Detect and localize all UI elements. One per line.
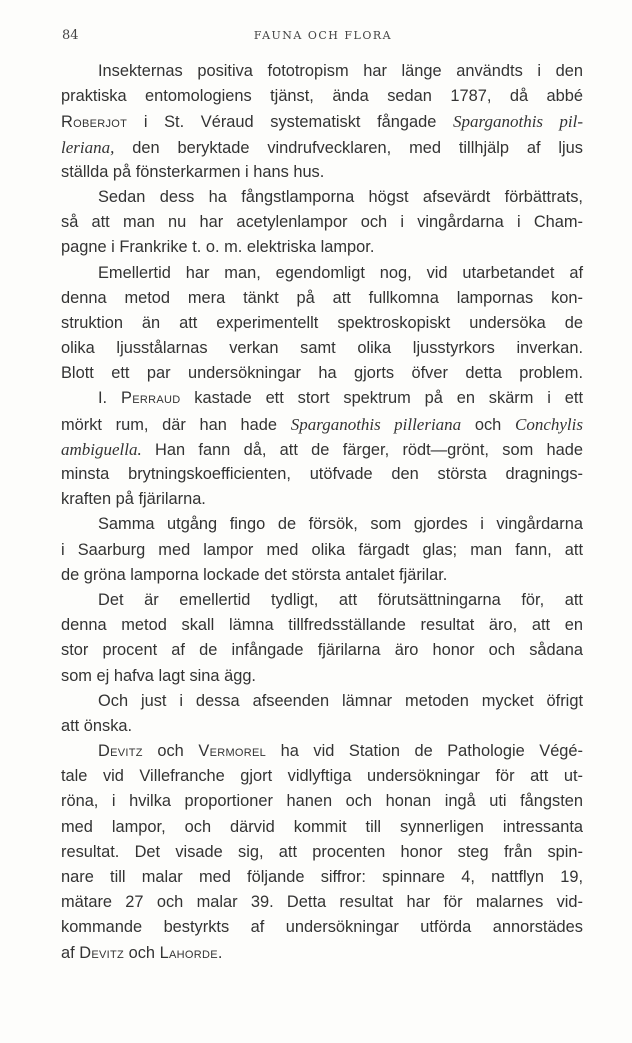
text-segment: kastade ett stort spektrum på en skärm i ett: [180, 389, 583, 408]
text-segment: Och just i dessa afseenden lämnar metoden mycket öfrigt: [98, 691, 583, 710]
text-line: [61, 664, 583, 689]
text-segment: de gröna lamporna lockade det största antalet fjärilar.: [61, 565, 448, 584]
text-line: [61, 109, 583, 134]
text-segment: olika ljusstålarnas verkan samt olika ljusstyrkors inverkan.: [61, 339, 583, 358]
text-line: [61, 588, 583, 613]
text-line: [61, 185, 583, 210]
text-line: [61, 235, 583, 260]
text-line: [61, 487, 583, 512]
text-segment: röna, i hvilka proportioner hanen och honan ingå uti fångsten: [61, 792, 583, 811]
text-segment: Han fann då, att de färger, rödt—grönt, som hade: [141, 440, 583, 459]
text-segment: struktion än att experimentellt spektroskopiskt undersöka de: [61, 313, 583, 332]
text-segment: kraften på fjärilarna.: [61, 490, 206, 509]
text-segment: som ej hafva lagt sina ägg.: [61, 666, 256, 685]
text-line: [61, 412, 583, 437]
author-name: Roberjot: [61, 113, 128, 132]
text-line: [61, 941, 583, 966]
text-line: [61, 210, 583, 235]
page-number: 84: [62, 28, 79, 43]
text-line: [61, 286, 583, 311]
running-header: [62, 28, 584, 44]
text-segment: med lampor, och därvid kommit till synnerligen intressanta: [61, 817, 583, 836]
running-title: FAUNA OCH FLORA: [253, 29, 393, 42]
text-segment: denna metod mera tänkt på att fullkomna lampornas kon-: [61, 288, 583, 307]
text-segment: Insekternas positiva fototropism har länge användts i den: [98, 62, 583, 80]
text-line: [61, 462, 583, 487]
text-segment: minsta brytningskoefficienten, utöfvade den största dragnings-: [61, 465, 583, 483]
species-name: leriana,: [61, 137, 115, 157]
author-name: Devitz: [79, 943, 125, 962]
author-name: Vermorel: [198, 742, 267, 761]
author-name: Devitz: [98, 742, 143, 761]
text-line: [61, 538, 583, 563]
text-segment: i St. Véraud systematiskt fångade: [127, 113, 453, 132]
text-line: [61, 789, 583, 814]
text-segment: Emellertid har man, egendomligt nog, vid utarbetandet af: [98, 263, 583, 282]
text-line: [61, 739, 583, 764]
text-segment: tale vid Villefranche gjort vidlyftiga undersökningar för att ut-: [61, 767, 583, 786]
text-line: [61, 59, 583, 84]
text-segment: stor procent af de infångade fjärilarna äro honor och sådana: [61, 641, 583, 660]
text-segment: Sedan dess ha fångstlamporna högst afsevärdt förbättrats,: [98, 187, 583, 206]
text-segment: af: [61, 943, 80, 962]
species-name: Conchylis: [515, 414, 583, 434]
text-line: [61, 512, 583, 537]
text-segment: i Saarburg med lampor med olika färgadt glas; man fann, att: [61, 540, 583, 559]
text-line: [61, 311, 583, 336]
text-line: [61, 689, 583, 714]
text-line: [61, 84, 583, 109]
text-segment: denna metod skall lämna tillfredsställande resultat äro, att en: [61, 616, 583, 635]
text-segment: resultat. Det visade sig, att procenten honor steg från spin-: [61, 842, 583, 861]
text-line: [61, 613, 583, 638]
text-segment: ställda på fönsterkarmen i hans hus.: [61, 162, 325, 181]
text-line: [61, 336, 583, 361]
text-line: [61, 386, 583, 411]
author-name: Lahorde.: [159, 943, 223, 962]
text-segment: praktiska entomologiens tjänst, ända sedan 1787, då abbé: [61, 87, 583, 106]
text-segment: och: [142, 742, 199, 761]
text-segment: Samma utgång fingo de försök, som gjordes i vingårdarna: [98, 515, 583, 534]
text-line: [61, 563, 583, 588]
text-segment: Det är emellertid tydligt, att förutsättningarna för, att: [98, 590, 583, 609]
text-segment: kommande bestyrkts af undersökningar utförda annorstädes: [61, 918, 583, 937]
text-segment: den beryktade vindrufvecklaren, med tillhjälp af ljus: [114, 138, 583, 157]
text-segment: och: [124, 943, 160, 962]
text-line: [61, 638, 583, 663]
text-line: [61, 361, 583, 386]
text-segment: mörkt rum, där han hade: [61, 415, 291, 434]
text-line: [61, 915, 583, 940]
body-text: [61, 59, 583, 966]
species-name: Sparganothis pil-: [453, 112, 583, 132]
text-segment: Blott ett par undersökningar ha gjorts öfver detta problem.: [61, 364, 583, 383]
text-segment: I.: [98, 389, 121, 408]
text-segment: nare till malar med följande siffror: spinnare 4, nattflyn 19,: [61, 868, 583, 886]
species-name: ambiguella.: [61, 439, 142, 459]
text-line: [61, 764, 583, 789]
text-line: [61, 714, 583, 739]
author-name: Perraud: [120, 389, 181, 408]
text-line: [61, 261, 583, 286]
text-line: [61, 135, 583, 160]
text-line: [61, 865, 583, 890]
text-line: [61, 840, 583, 865]
text-line: [61, 815, 583, 840]
text-segment: så att man nu har acetylenlampor och i vingårdarna i Cham-: [61, 213, 583, 232]
text-segment: mätare 27 och malar 39. Detta resultat har för malarnes vid-: [61, 893, 583, 912]
text-segment: att önska.: [61, 716, 133, 735]
text-line: [61, 160, 583, 185]
text-line: [61, 890, 583, 915]
text-line: [61, 437, 583, 462]
text-segment: och: [461, 415, 515, 434]
species-name: Sparganothis pilleriana: [290, 414, 462, 434]
text-segment: pagne i Frankrike t. o. m. elektriska lampor.: [61, 238, 375, 257]
text-segment: ha vid Station de Pathologie Végé-: [266, 742, 583, 761]
